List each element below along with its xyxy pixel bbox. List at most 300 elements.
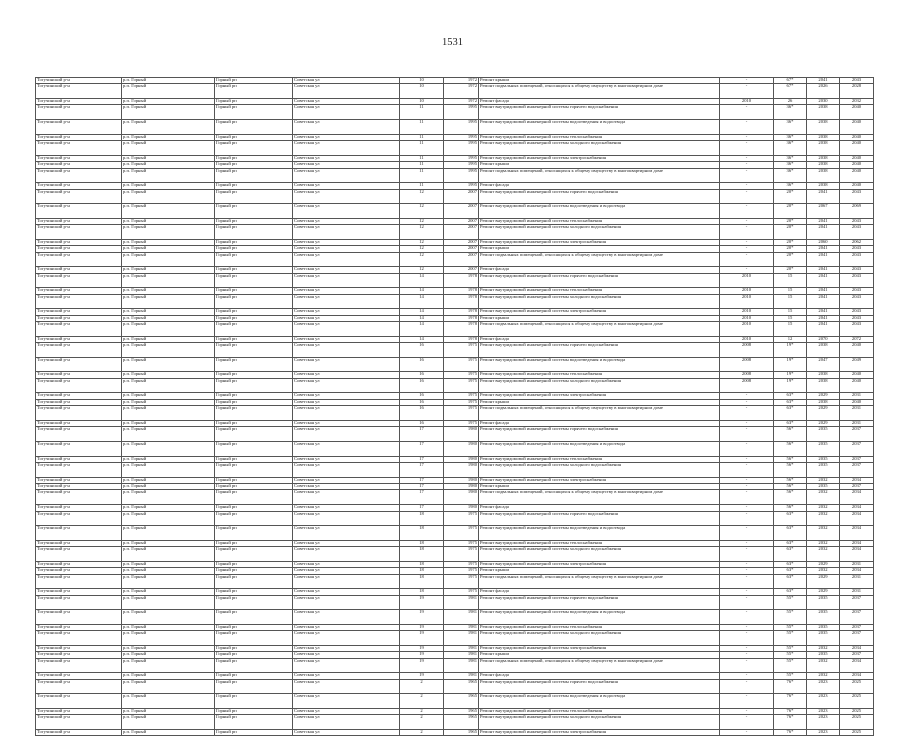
- district-cell: Тогучинский р-н: [36, 526, 122, 541]
- district-cell: Тогучинский р-н: [36, 204, 122, 219]
- street-cell: Советская ул: [293, 729, 400, 735]
- district-cell: Тогучинский р-н: [36, 679, 122, 694]
- work-type-cell: Ремонт внутридомовой инженерной системы теплоснабжения: [479, 372, 720, 378]
- wear-percent-cell: 63*: [774, 526, 807, 541]
- last-repair-year-cell: 2008: [720, 357, 774, 372]
- district-cell: Тогучинский р-н: [36, 84, 122, 99]
- last-repair-year-cell: 2010: [720, 99, 774, 105]
- street-cell: Советская ул: [293, 694, 400, 709]
- wear-percent-cell: 56*: [774, 505, 807, 511]
- build-year-cell: 1995: [444, 162, 479, 168]
- work-type-cell: Ремонт крыши: [479, 568, 720, 574]
- street-cell: Советская ул: [293, 393, 400, 399]
- build-year-cell: 1975: [444, 378, 479, 393]
- work-type-cell: Ремонт внутридомовой инженерной системы холодного водоснабжения: [479, 547, 720, 562]
- street-cell: Советская ул: [293, 673, 400, 679]
- last-repair-year-cell: 2010: [720, 336, 774, 342]
- work-type-cell: Ремонт внутридомовой инженерной системы электроснабжения: [479, 729, 720, 735]
- last-repair-year-cell: -: [720, 673, 774, 679]
- build-year-cell: 1981: [444, 652, 479, 658]
- table-row: [36, 343, 874, 358]
- street-cell: Советская ул: [293, 120, 400, 135]
- build-year-cell: 1980: [444, 463, 479, 478]
- settlement-cell: р.п. Горный: [122, 595, 215, 610]
- street-cell: Советская ул: [293, 168, 400, 183]
- period-end-cell: 2031: [840, 406, 874, 421]
- locality-cell: Горный рп: [215, 540, 293, 546]
- period-end-cell: 2031: [840, 561, 874, 567]
- street-cell: Советская ул: [293, 252, 400, 267]
- district-cell: Тогучинский р-н: [36, 372, 122, 378]
- build-year-cell: 1975: [444, 420, 479, 426]
- locality-cell: Горный рп: [215, 155, 293, 161]
- table-row: [36, 595, 874, 610]
- period-end-cell: 2040: [840, 155, 874, 161]
- house-number-cell: 17: [400, 427, 444, 442]
- period-end-cell: 2043: [840, 189, 874, 204]
- district-cell: Тогучинский р-н: [36, 490, 122, 505]
- house-number-cell: 10: [400, 78, 444, 84]
- settlement-cell: р.п. Горный: [122, 561, 215, 567]
- period-end-cell: 2031: [840, 574, 874, 589]
- last-repair-year-cell: -: [720, 631, 774, 646]
- street-cell: Советская ул: [293, 526, 400, 541]
- wear-percent-cell: 56*: [774, 490, 807, 505]
- last-repair-year-cell: -: [720, 218, 774, 224]
- settlement-cell: р.п. Горный: [122, 218, 215, 224]
- period-end-cell: 2040: [840, 343, 874, 358]
- settlement-cell: р.п. Горный: [122, 141, 215, 156]
- build-year-cell: 1965: [444, 694, 479, 709]
- street-cell: Советская ул: [293, 141, 400, 156]
- street-cell: Советская ул: [293, 456, 400, 462]
- house-number-cell: 18: [400, 561, 444, 567]
- locality-cell: Горный рп: [215, 427, 293, 442]
- house-number-cell: 14: [400, 336, 444, 342]
- district-cell: Тогучинский р-н: [36, 357, 122, 372]
- last-repair-year-cell: -: [720, 441, 774, 456]
- work-type-cell: Ремонт внутридомовой инженерной системы горячего водоснабжения: [479, 343, 720, 358]
- settlement-cell: р.п. Горный: [122, 729, 215, 735]
- period-end-cell: 2040: [840, 372, 874, 378]
- work-type-cell: Ремонт внутридомовой инженерной системы горячего водоснабжения: [479, 679, 720, 694]
- table-row: [36, 120, 874, 135]
- house-number-cell: 2: [400, 729, 444, 735]
- period-start-cell: 2035: [807, 463, 840, 478]
- street-cell: Советская ул: [293, 505, 400, 511]
- work-type-cell: Ремонт внутридомовой инженерной системы холодного водоснабжения: [479, 378, 720, 393]
- period-end-cell: 2031: [840, 393, 874, 399]
- period-start-cell: 2035: [807, 456, 840, 462]
- settlement-cell: р.п. Горный: [122, 294, 215, 309]
- locality-cell: Горный рп: [215, 105, 293, 120]
- last-repair-year-cell: -: [720, 204, 774, 219]
- work-type-cell: Ремонт фасада: [479, 420, 720, 426]
- wear-percent-cell: 55*: [774, 658, 807, 673]
- period-start-cell: 2035: [807, 441, 840, 456]
- build-year-cell: 1975: [444, 343, 479, 358]
- build-year-cell: 1980: [444, 427, 479, 442]
- last-repair-year-cell: -: [720, 658, 774, 673]
- settlement-cell: р.п. Горный: [122, 673, 215, 679]
- settlement-cell: р.п. Горный: [122, 336, 215, 342]
- district-cell: Тогучинский р-н: [36, 589, 122, 595]
- locality-cell: Горный рп: [215, 715, 293, 730]
- build-year-cell: 1980: [444, 456, 479, 462]
- period-start-cell: 2035: [807, 652, 840, 658]
- build-year-cell: 1981: [444, 610, 479, 625]
- period-start-cell: 2032: [807, 526, 840, 541]
- settlement-cell: р.п. Горный: [122, 252, 215, 267]
- settlement-cell: р.п. Горный: [122, 589, 215, 595]
- house-number-cell: 16: [400, 393, 444, 399]
- street-cell: Советская ул: [293, 273, 400, 288]
- wear-percent-cell: 63*: [774, 406, 807, 421]
- period-start-cell: 2038: [807, 183, 840, 189]
- build-year-cell: 2007: [444, 252, 479, 267]
- wear-percent-cell: 63*: [774, 399, 807, 405]
- build-year-cell: 1995: [444, 134, 479, 140]
- street-cell: Советская ул: [293, 267, 400, 273]
- period-end-cell: 2072: [840, 336, 874, 342]
- period-start-cell: 2041: [807, 315, 840, 321]
- street-cell: Советская ул: [293, 568, 400, 574]
- district-cell: Тогучинский р-н: [36, 322, 122, 337]
- district-cell: Тогучинский р-н: [36, 273, 122, 288]
- period-end-cell: 2043: [840, 246, 874, 252]
- house-number-cell: 12: [400, 267, 444, 273]
- locality-cell: Горный рп: [215, 624, 293, 630]
- period-end-cell: 2025: [840, 679, 874, 694]
- district-cell: Тогучинский р-н: [36, 393, 122, 399]
- street-cell: Советская ул: [293, 99, 400, 105]
- street-cell: Советская ул: [293, 372, 400, 378]
- district-cell: Тогучинский р-н: [36, 610, 122, 625]
- wear-percent-cell: 19*: [774, 357, 807, 372]
- work-type-cell: Ремонт внутридомовой инженерной системы теплоснабжения: [479, 456, 720, 462]
- period-end-cell: 2034: [840, 645, 874, 651]
- house-number-cell: 11: [400, 141, 444, 156]
- locality-cell: Горный рп: [215, 561, 293, 567]
- period-end-cell: 2040: [840, 134, 874, 140]
- work-type-cell: Ремонт внутридомовой инженерной системы водоотведения и водоотвода: [479, 120, 720, 135]
- settlement-cell: р.п. Горный: [122, 189, 215, 204]
- settlement-cell: р.п. Горный: [122, 246, 215, 252]
- last-repair-year-cell: -: [720, 183, 774, 189]
- street-cell: Советская ул: [293, 155, 400, 161]
- house-number-cell: 12: [400, 218, 444, 224]
- table-row: [36, 406, 874, 421]
- work-type-cell: Ремонт фасада: [479, 505, 720, 511]
- locality-cell: Горный рп: [215, 568, 293, 574]
- district-cell: Тогучинский р-н: [36, 574, 122, 589]
- locality-cell: Горный рп: [215, 708, 293, 714]
- house-number-cell: 17: [400, 490, 444, 505]
- house-number-cell: 18: [400, 511, 444, 526]
- house-number-cell: 18: [400, 526, 444, 541]
- period-end-cell: 2025: [840, 729, 874, 735]
- build-year-cell: 1975: [444, 540, 479, 546]
- last-repair-year-cell: -: [720, 505, 774, 511]
- settlement-cell: р.п. Горный: [122, 505, 215, 511]
- table-row: [36, 679, 874, 694]
- district-cell: Тогучинский р-н: [36, 120, 122, 135]
- district-cell: Тогучинский р-н: [36, 420, 122, 426]
- street-cell: Советская ул: [293, 406, 400, 421]
- locality-cell: Горный рп: [215, 645, 293, 651]
- district-cell: Тогучинский р-н: [36, 267, 122, 273]
- locality-cell: Горный рп: [215, 574, 293, 589]
- settlement-cell: р.п. Горный: [122, 84, 215, 99]
- period-end-cell: 2034: [840, 547, 874, 562]
- locality-cell: Горный рп: [215, 589, 293, 595]
- locality-cell: Горный рп: [215, 484, 293, 490]
- wear-percent-cell: 36*: [774, 155, 807, 161]
- street-cell: Советская ул: [293, 715, 400, 730]
- period-start-cell: 2038: [807, 162, 840, 168]
- period-start-cell: 2038: [807, 155, 840, 161]
- last-repair-year-cell: 2010: [720, 294, 774, 309]
- work-type-cell: Ремонт подвальных помещений, относящихся к общему имуществу в многоквартирном доме: [479, 252, 720, 267]
- house-number-cell: 16: [400, 378, 444, 393]
- table-row: [36, 631, 874, 646]
- settlement-cell: р.п. Горный: [122, 225, 215, 240]
- street-cell: Советская ул: [293, 162, 400, 168]
- street-cell: Советская ул: [293, 204, 400, 219]
- district-cell: Тогучинский р-н: [36, 189, 122, 204]
- work-type-cell: Ремонт внутридомовой инженерной системы водоотведения и водоотвода: [479, 610, 720, 625]
- locality-cell: Горный рп: [215, 322, 293, 337]
- work-type-cell: Ремонт фасада: [479, 336, 720, 342]
- build-year-cell: 2007: [444, 225, 479, 240]
- last-repair-year-cell: 2010: [720, 309, 774, 315]
- street-cell: Советская ул: [293, 631, 400, 646]
- table-body: [36, 78, 874, 736]
- district-cell: Тогучинский р-н: [36, 511, 122, 526]
- last-repair-year-cell: -: [720, 708, 774, 714]
- wear-percent-cell: 19*: [774, 378, 807, 393]
- wear-percent-cell: 76*: [774, 708, 807, 714]
- district-cell: Тогучинский р-н: [36, 315, 122, 321]
- last-repair-year-cell: -: [720, 652, 774, 658]
- wear-percent-cell: 76*: [774, 694, 807, 709]
- locality-cell: Горный рп: [215, 595, 293, 610]
- house-number-cell: 19: [400, 631, 444, 646]
- locality-cell: Горный рп: [215, 679, 293, 694]
- work-type-cell: Ремонт подвальных помещений, относящихся к общему имуществу в многоквартирном доме: [479, 658, 720, 673]
- work-type-cell: Ремонт фасада: [479, 589, 720, 595]
- locality-cell: Горный рп: [215, 631, 293, 646]
- last-repair-year-cell: -: [720, 239, 774, 245]
- table-row: [36, 105, 874, 120]
- period-end-cell: 2034: [840, 568, 874, 574]
- district-cell: Тогучинский р-н: [36, 343, 122, 358]
- build-year-cell: 1978: [444, 309, 479, 315]
- settlement-cell: р.п. Горный: [122, 183, 215, 189]
- last-repair-year-cell: -: [720, 490, 774, 505]
- house-number-cell: 12: [400, 225, 444, 240]
- house-number-cell: 11: [400, 168, 444, 183]
- period-end-cell: 2028: [840, 84, 874, 99]
- last-repair-year-cell: 2010: [720, 273, 774, 288]
- settlement-cell: р.п. Горный: [122, 273, 215, 288]
- street-cell: Советская ул: [293, 288, 400, 294]
- period-start-cell: 2032: [807, 645, 840, 651]
- settlement-cell: р.п. Горный: [122, 309, 215, 315]
- locality-cell: Горный рп: [215, 336, 293, 342]
- street-cell: Советская ул: [293, 246, 400, 252]
- build-year-cell: 1981: [444, 645, 479, 651]
- settlement-cell: р.п. Горный: [122, 658, 215, 673]
- house-number-cell: 19: [400, 624, 444, 630]
- build-year-cell: 1980: [444, 490, 479, 505]
- locality-cell: Горный рп: [215, 511, 293, 526]
- locality-cell: Горный рп: [215, 246, 293, 252]
- locality-cell: Горный рп: [215, 357, 293, 372]
- build-year-cell: 2007: [444, 267, 479, 273]
- street-cell: Советская ул: [293, 189, 400, 204]
- district-cell: Тогучинский р-н: [36, 441, 122, 456]
- period-start-cell: 2035: [807, 427, 840, 442]
- table-row: [36, 204, 874, 219]
- house-number-cell: 10: [400, 84, 444, 99]
- wear-percent-cell: 36*: [774, 168, 807, 183]
- settlement-cell: р.п. Горный: [122, 105, 215, 120]
- period-end-cell: 2037: [840, 427, 874, 442]
- locality-cell: Горный рп: [215, 84, 293, 99]
- wear-percent-cell: 55*: [774, 624, 807, 630]
- settlement-cell: р.п. Горный: [122, 406, 215, 421]
- settlement-cell: р.п. Горный: [122, 610, 215, 625]
- period-start-cell: 2035: [807, 624, 840, 630]
- period-end-cell: 2037: [840, 463, 874, 478]
- work-type-cell: Ремонт внутридомовой инженерной системы водоотведения и водоотвода: [479, 441, 720, 456]
- street-cell: Советская ул: [293, 595, 400, 610]
- last-repair-year-cell: -: [720, 84, 774, 99]
- period-start-cell: 2035: [807, 484, 840, 490]
- period-end-cell: 2034: [840, 526, 874, 541]
- period-start-cell: 2029: [807, 393, 840, 399]
- last-repair-year-cell: -: [720, 406, 774, 421]
- page-number: 1531: [442, 37, 463, 48]
- period-start-cell: 2032: [807, 568, 840, 574]
- street-cell: Советская ул: [293, 427, 400, 442]
- house-number-cell: 14: [400, 294, 444, 309]
- locality-cell: Горный рп: [215, 309, 293, 315]
- settlement-cell: р.п. Горный: [122, 484, 215, 490]
- locality-cell: Горный рп: [215, 162, 293, 168]
- period-start-cell: 2041: [807, 288, 840, 294]
- house-number-cell: 14: [400, 315, 444, 321]
- wear-percent-cell: 20*: [774, 267, 807, 273]
- period-end-cell: 2034: [840, 540, 874, 546]
- period-start-cell: 2047: [807, 357, 840, 372]
- settlement-cell: р.п. Горный: [122, 574, 215, 589]
- district-cell: Тогучинский р-н: [36, 134, 122, 140]
- work-type-cell: Ремонт внутридомовой инженерной системы холодного водоснабжения: [479, 294, 720, 309]
- house-number-cell: 19: [400, 673, 444, 679]
- locality-cell: Горный рп: [215, 168, 293, 183]
- period-end-cell: 2043: [840, 322, 874, 337]
- period-start-cell: 2029: [807, 561, 840, 567]
- settlement-cell: р.п. Горный: [122, 322, 215, 337]
- work-type-cell: Ремонт внутридомовой инженерной системы теплоснабжения: [479, 134, 720, 140]
- period-start-cell: 2032: [807, 540, 840, 546]
- wear-percent-cell: 20*: [774, 204, 807, 219]
- house-number-cell: 11: [400, 105, 444, 120]
- wear-percent-cell: 63*: [774, 540, 807, 546]
- table-row: [36, 168, 874, 183]
- locality-cell: Горный рп: [215, 526, 293, 541]
- build-year-cell: 1975: [444, 511, 479, 526]
- district-cell: Тогучинский р-н: [36, 427, 122, 442]
- wear-percent-cell: 19*: [774, 343, 807, 358]
- last-repair-year-cell: -: [720, 484, 774, 490]
- wear-percent-cell: 15: [774, 322, 807, 337]
- house-number-cell: 12: [400, 252, 444, 267]
- district-cell: Тогучинский р-н: [36, 399, 122, 405]
- wear-percent-cell: 55*: [774, 595, 807, 610]
- wear-percent-cell: 76*: [774, 679, 807, 694]
- wear-percent-cell: 15: [774, 315, 807, 321]
- period-start-cell: 2041: [807, 78, 840, 84]
- settlement-cell: р.п. Горный: [122, 694, 215, 709]
- district-cell: Тогучинский р-н: [36, 484, 122, 490]
- build-year-cell: 1965: [444, 729, 479, 735]
- work-type-cell: Ремонт внутридомовой инженерной системы водоотведения и водоотвода: [479, 526, 720, 541]
- table-row: [36, 357, 874, 372]
- locality-cell: Горный рп: [215, 218, 293, 224]
- build-year-cell: 1981: [444, 595, 479, 610]
- last-repair-year-cell: -: [720, 540, 774, 546]
- street-cell: Советская ул: [293, 322, 400, 337]
- wear-percent-cell: 56*: [774, 477, 807, 483]
- house-number-cell: 11: [400, 134, 444, 140]
- district-cell: Тогучинский р-н: [36, 477, 122, 483]
- build-year-cell: 1981: [444, 673, 479, 679]
- wear-percent-cell: 26: [774, 99, 807, 105]
- locality-cell: Горный рп: [215, 477, 293, 483]
- settlement-cell: р.п. Горный: [122, 162, 215, 168]
- table-row: [36, 189, 874, 204]
- street-cell: Советская ул: [293, 561, 400, 567]
- wear-percent-cell: 63*: [774, 574, 807, 589]
- table-row: [36, 441, 874, 456]
- work-type-cell: Ремонт фасада: [479, 183, 720, 189]
- table-row: [36, 294, 874, 309]
- district-cell: Тогучинский р-н: [36, 78, 122, 84]
- district-cell: Тогучинский р-н: [36, 694, 122, 709]
- period-end-cell: 2037: [840, 610, 874, 625]
- last-repair-year-cell: -: [720, 252, 774, 267]
- build-year-cell: 1975: [444, 393, 479, 399]
- period-start-cell: 2038: [807, 343, 840, 358]
- work-type-cell: Ремонт внутридомовой инженерной системы электроснабжения: [479, 561, 720, 567]
- locality-cell: Горный рп: [215, 189, 293, 204]
- period-end-cell: 2031: [840, 420, 874, 426]
- table-row: [36, 252, 874, 267]
- house-number-cell: 2: [400, 679, 444, 694]
- house-number-cell: 14: [400, 322, 444, 337]
- locality-cell: Горный рп: [215, 729, 293, 735]
- wear-percent-cell: 36*: [774, 134, 807, 140]
- wear-percent-cell: 36*: [774, 105, 807, 120]
- period-end-cell: 2040: [840, 168, 874, 183]
- work-type-cell: Ремонт подвальных помещений, относящихся к общему имуществу в многоквартирном доме: [479, 574, 720, 589]
- wear-percent-cell: 67*: [774, 78, 807, 84]
- district-cell: Тогучинский р-н: [36, 309, 122, 315]
- period-end-cell: 2034: [840, 673, 874, 679]
